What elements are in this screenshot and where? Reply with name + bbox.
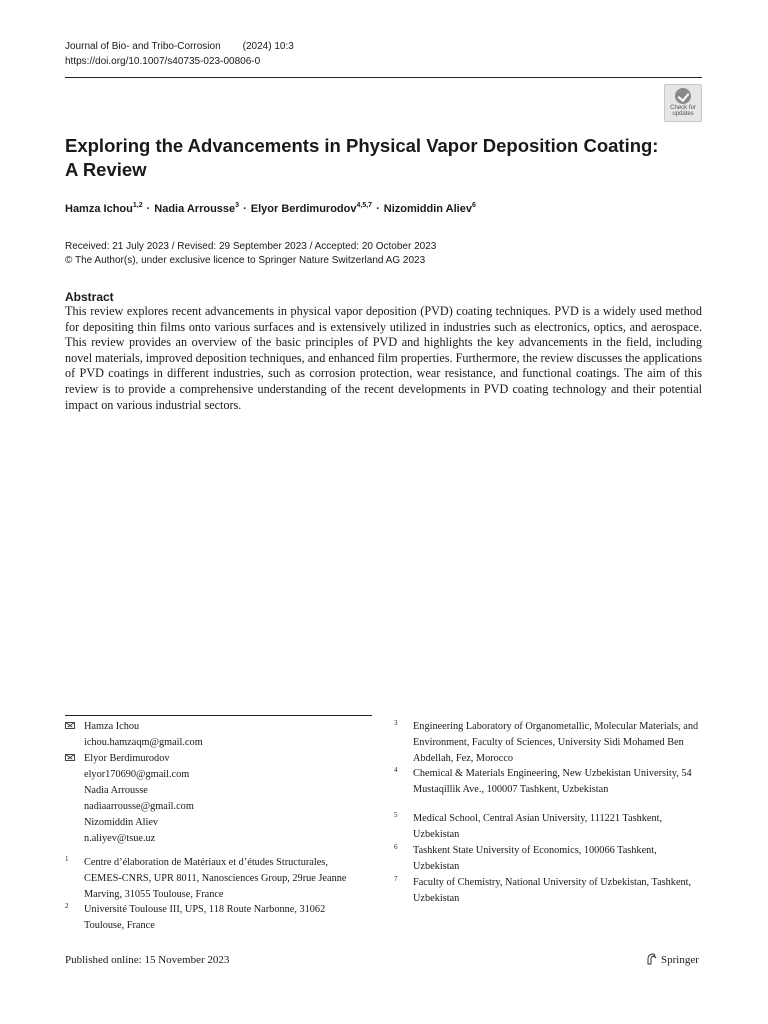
affiliation-number: 6 [394,843,398,851]
copyright-notice: © The Author(s), under exclusive licence to Springer Nature Switzerland AG 2023 [65,255,426,266]
contact-name: Nadia Arrousse [84,785,148,796]
affiliation [394,843,702,875]
affiliation [394,719,702,766]
springer-horse-icon [646,953,657,965]
author-affiliation-ref: 3 [235,202,240,209]
author-name[interactable]: Elyor Berdimurodov [250,203,357,215]
publisher-name: Springer [661,954,699,966]
title-line-1: Exploring the Advancements in Physical Vapor Deposition Coating: [65,135,659,156]
affiliation-text: Medical School, Central Asian University, 111221 Tashkent, Uzbekistan [413,813,663,840]
header-divider [65,77,702,78]
title-line-2: A Review [65,159,147,180]
published-online-date: Published online: 15 November 2023 [65,954,230,966]
abstract-text: This review explores recent advancements in physical vapor deposition (PVD) coating techniques. PVD is a widely used method for depositing thin films onto various surfaces and is extensively utilized in industries such as electronics, optics, and aerospace. This review provides an overview of the basic principles of PVD and highlights the key advancements in the field, including novel materials, improved deposition techniques, and enhanced film properties. Furthermore, the review discusses the applications of PVD coatings in different industries, such as corrosion protection, wear resistance, and functional coatings. The aim of this review is to provide a comprehensive understanding of the recent developments in PVD coating technology and their potential impact on various industrial sectors. [65,304,702,412]
contact-entry [65,751,365,783]
affiliation-text: Université Toulouse III, UPS, 118 Route Narbonne, 31062 Toulouse, France [84,904,326,931]
contact-name: Elyor Berdimurodov [84,753,170,764]
affiliation-number: 7 [394,875,398,883]
affiliation [65,902,365,934]
affiliation-text: Faculty of Chemistry, National University of Uzbekistan, Tashkent, Uzbekistan [413,877,692,904]
affiliation [394,811,702,843]
author-affiliation-ref: 1,2 [132,202,143,209]
affiliation-text: Centre d’élaboration de Matériaux et d’études Structurales, CEMES-CNRS, UPR 8011, Nanosciences Group, 29rue Jeanne Marving, 31055 Toulouse, France [84,857,347,900]
affiliation-number: 4 [394,766,398,774]
journal-header [65,41,294,52]
affiliation-text: Tashkent State University of Economics, 100066 Tashkent, Uzbekistan [413,845,657,872]
contact-email[interactable]: elyor170690@gmail.com [84,768,190,780]
check-for-updates-badge[interactable] [664,84,702,122]
publisher-logo[interactable] [646,953,699,966]
author-name[interactable]: Nizomiddin Aliev [383,203,472,215]
author-affiliation-ref: 6 [471,202,476,209]
contact-email[interactable]: n.aliyev@tsue.uz [84,832,156,844]
contact-email[interactable]: ichou.hamzaqm@gmail.com [84,736,203,748]
affiliation-number: 3 [394,719,398,727]
contact-name: Hamza Ichou [84,721,140,732]
author-separator: · [243,203,247,215]
author-name[interactable]: Hamza Ichou [65,203,133,215]
doi-link[interactable]: https://doi.org/10.1007/s40735-023-00806-0 [65,56,261,67]
badge-line2: updates [672,111,694,117]
paper-title [65,134,665,182]
footnote-divider [65,715,372,716]
check-updates-icon [675,88,691,104]
email-envelope-icon [65,722,75,729]
abstract-heading: Abstract [65,290,114,304]
affiliation [394,766,702,798]
author-list [65,203,476,215]
affiliation [394,875,702,907]
affiliation [65,855,365,902]
author-separator: · [146,203,151,215]
contact-entry [65,719,365,751]
affiliation-number: 2 [65,902,69,910]
affiliation-number: 5 [394,811,398,819]
author-name[interactable]: Nadia Arrousse [154,203,236,215]
affiliation-text: Engineering Laboratory of Organometallic, Molecular Materials, and Environment, Faculty of Sciences, University Sidi Mohamed Ben Abdellah, Fez, Morocco [413,721,699,764]
contact-email[interactable]: nadiaarrousse@gmail.com [84,800,194,812]
submission-dates: Received: 21 July 2023 / Revised: 29 September 2023 / Accepted: 20 October 2023 [65,241,437,252]
badge-line1: Check for [670,105,696,111]
author-affiliation-ref: 4,5,7 [356,202,373,209]
contact-entry [65,815,365,847]
journal-volume: (2024) 10:3 [242,41,294,52]
author-separator: · [376,203,380,215]
contact-entry [65,783,365,815]
affiliation-number: 1 [65,855,69,863]
contact-name: Nizomiddin Aliev [84,817,159,828]
affiliation-text: Chemical & Materials Engineering, New Uzbekistan University, 54 Mustaqillik Ave., 100007 Tashkent, Uzbekistan [413,768,692,795]
email-envelope-icon [65,754,75,761]
journal-name: Journal of Bio- and Tribo-Corrosion [65,41,221,52]
